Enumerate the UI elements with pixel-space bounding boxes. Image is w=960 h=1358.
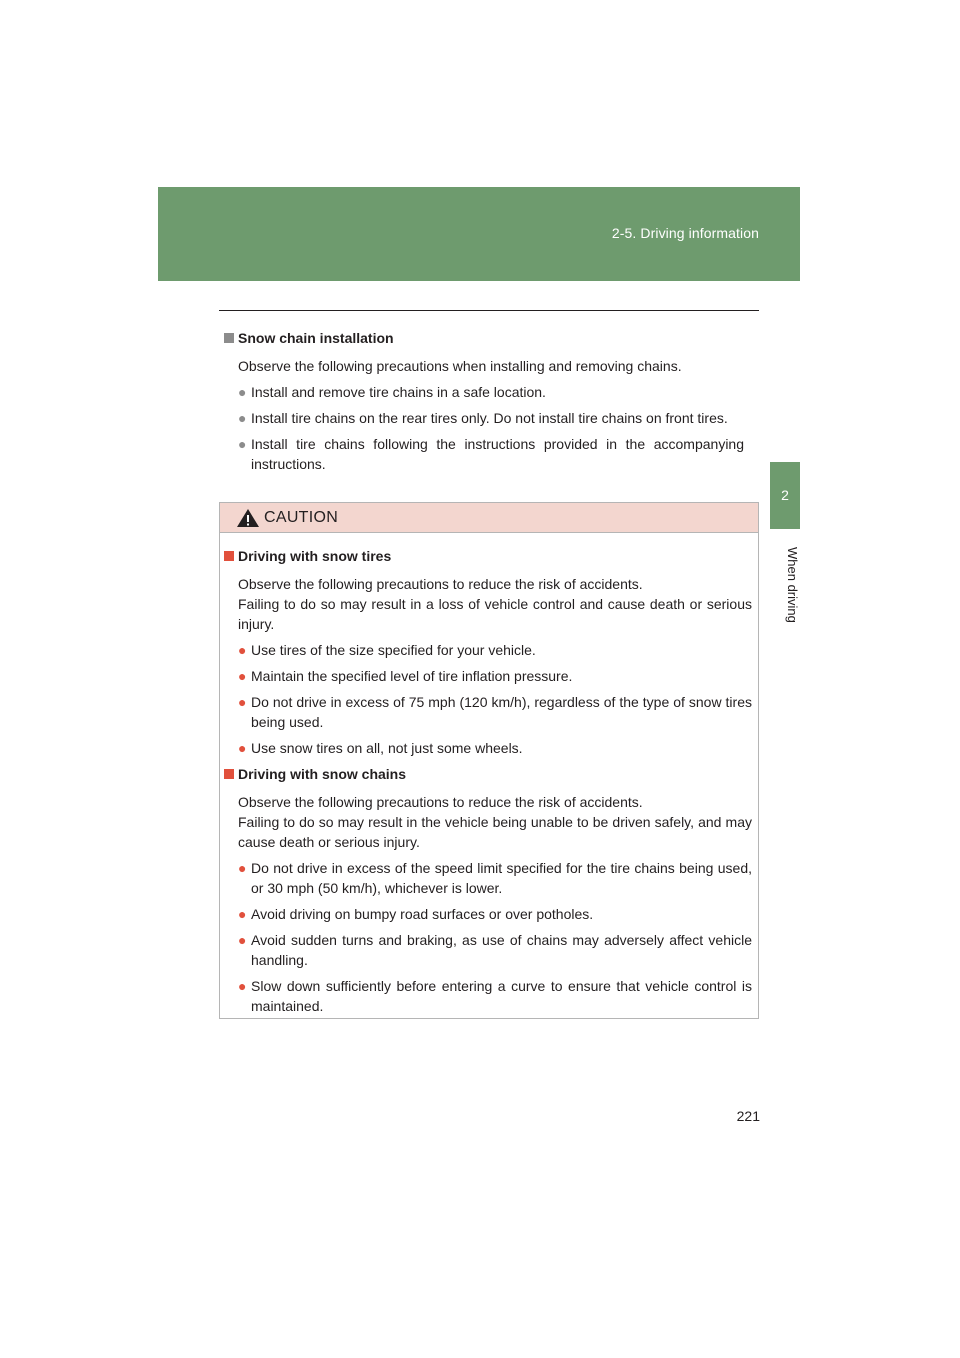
snow-chains-intro-2: Failing to do so may result in the vehicle being unable to be driven safely, and may cause death or serious injury. (238, 814, 752, 850)
square-marker-icon (224, 333, 234, 343)
caution-body (220, 533, 758, 1016)
bullet-icon: ● (238, 978, 247, 994)
list-item-text: Maintain the specified level of tire inflation pressure. (251, 668, 573, 684)
section-title: 2-5. Driving information (611, 225, 759, 241)
snow-tires-heading (224, 546, 752, 566)
snow-chains-heading-text: Driving with snow chains (238, 766, 407, 782)
bullet-icon: ● (238, 642, 247, 658)
list-item-text: Avoid driving on bumpy road surfaces or over potholes. (251, 906, 594, 922)
list-item-text: Slow down sufficiently before entering a curve to ensure that vehicle control is maintained. (251, 978, 752, 1014)
caution-title: CAUTION (264, 508, 339, 526)
list-item-text: Avoid sudden turns and braking, as use of chains may adversely affect vehicle handling. (251, 932, 752, 968)
bullet-icon: ● (238, 740, 247, 756)
snow-chain-heading (224, 328, 744, 348)
bullet-icon: ● (238, 860, 247, 876)
list-item (238, 640, 752, 660)
chapter-label: When driving (785, 547, 800, 623)
bullet-icon: ● (238, 410, 247, 426)
list-item (238, 858, 752, 898)
snow-tires-intro-1: Observe the following precautions to reduce the risk of accidents. (238, 576, 643, 592)
bullet-icon: ● (238, 932, 247, 948)
list-item-text: Do not drive in excess of 75 mph (120 km/h), regardless of the type of snow tires being used. (251, 694, 752, 730)
snow-tires-heading-text: Driving with snow tires (238, 548, 392, 564)
snow-chain-intro: Observe the following precautions when installing and removing chains. (238, 358, 682, 374)
warning-icon (236, 508, 260, 528)
list-item-text: Install tire chains on the rear tires only. Do not install tire chains on front tires. (251, 410, 728, 426)
chapter-tab (770, 462, 800, 529)
list-item (238, 434, 744, 474)
snow-tires-intro-2: Failing to do so may result in a loss of vehicle control and cause death or serious injury. (238, 596, 752, 632)
snow-chain-heading-text: Snow chain installation (238, 330, 394, 346)
top-divider (219, 310, 759, 311)
list-item (238, 930, 752, 970)
list-item (238, 904, 752, 924)
page-number: 221 (736, 1108, 760, 1124)
list-item (238, 408, 744, 428)
list-item-text: Use snow tires on all, not just some wheels. (251, 740, 523, 756)
bullet-icon: ● (238, 384, 247, 400)
list-item (238, 976, 752, 1016)
chapter-number: 2 (781, 487, 789, 503)
list-item-text: Use tires of the size specified for your vehicle. (251, 642, 536, 658)
list-item (238, 382, 744, 402)
square-marker-icon (224, 551, 234, 561)
caution-header (220, 503, 758, 533)
snow-chains-intro-1: Observe the following precautions to reduce the risk of accidents. (238, 794, 643, 810)
list-item-text: Do not drive in excess of the speed limit specified for the tire chains being used, or 30 mph (50 km/h), whichever is lower. (251, 860, 752, 896)
list-item (238, 692, 752, 732)
caution-box (219, 502, 759, 1019)
list-item-text: Install and remove tire chains in a safe location. (251, 384, 546, 400)
bullet-icon: ● (238, 906, 247, 922)
list-item (238, 738, 752, 758)
bullet-icon: ● (238, 436, 247, 452)
square-marker-icon (224, 769, 234, 779)
bullet-icon: ● (238, 668, 247, 684)
header-band (158, 187, 800, 281)
list-item-text: Install tire chains following the instructions provided in the accompanying instructions. (251, 436, 744, 472)
list-item (238, 666, 752, 686)
snow-chain-section (224, 328, 744, 480)
snow-chains-heading (224, 764, 752, 784)
bullet-icon: ● (238, 694, 247, 710)
